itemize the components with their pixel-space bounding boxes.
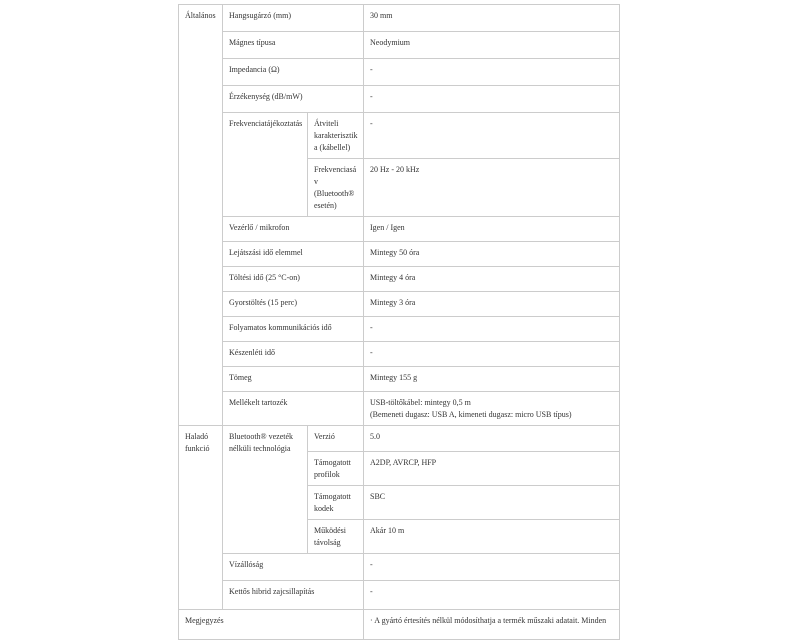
spec-sublabel: Támogatott kodek (308, 486, 364, 520)
spec-value: Igen / Igen (364, 217, 620, 242)
spec-value: A2DP, AVRCP, HFP (364, 452, 620, 486)
spec-value: - (364, 317, 620, 342)
table-row (179, 367, 620, 392)
spec-value: 20 Hz - 20 kHz (364, 159, 620, 217)
table-row (179, 242, 620, 267)
table-row (179, 217, 620, 242)
spec-label: Készenléti idő (223, 342, 364, 367)
table-row (179, 342, 620, 367)
spec-value: - (364, 113, 620, 159)
spec-sublabel: Verzió (308, 426, 364, 452)
table-row (179, 426, 620, 452)
table-row (179, 86, 620, 113)
spec-value: - (364, 554, 620, 581)
spec-label: Vezérlő / mikrofon (223, 217, 364, 242)
spec-value: Neodymium (364, 32, 620, 59)
table-row (179, 392, 620, 426)
spec-label: Tömeg (223, 367, 364, 392)
table-row (179, 292, 620, 317)
spec-value: - (364, 59, 620, 86)
spec-label: Töltési idő (25 °C-on) (223, 267, 364, 292)
spec-sublabel: Frekvenciasáv (Bluetooth® esetén) (308, 159, 364, 217)
spec-label: Folyamatos kommunikációs idő (223, 317, 364, 342)
note-text: · A gyártó értesítés nélkül módosíthatja a termék műszaki adatait. Minden (364, 610, 620, 640)
spec-label: Impedancia (Ω) (223, 59, 364, 86)
spec-label: Mellékelt tartozék (223, 392, 364, 426)
spec-value: - (364, 581, 620, 610)
spec-value: - (364, 342, 620, 367)
spec-label: Frekvenciatájékoztatás (223, 113, 308, 217)
section-label: Megjegyzés (179, 610, 364, 640)
table-row (179, 59, 620, 86)
spec-value: - (364, 86, 620, 113)
table-row (179, 32, 620, 59)
spec-value: Mintegy 155 g (364, 367, 620, 392)
table-row (179, 267, 620, 292)
spec-sublabel: Működési távolság (308, 520, 364, 554)
spec-label: Gyorstöltés (15 perc) (223, 292, 364, 317)
spec-value-line: USB-töltőkábel: mintegy 0,5 m (370, 398, 471, 407)
spec-value: 5.0 (364, 426, 620, 452)
spec-value: Mintegy 50 óra (364, 242, 620, 267)
spec-value: Mintegy 3 óra (364, 292, 620, 317)
spec-value-line: (Bemeneti dugasz: USB A, kimeneti dugasz: micro USB típus) (370, 410, 572, 419)
spec-value: Mintegy 4 óra (364, 267, 620, 292)
spec-value: 30 mm (364, 5, 620, 32)
table-row (179, 5, 620, 32)
spec-label: Bluetooth® vezeték nélküli technológia (223, 426, 308, 554)
spec-value: Akár 10 m (364, 520, 620, 554)
section-label: Általános (179, 5, 223, 426)
table-row (179, 554, 620, 581)
table-row (179, 581, 620, 610)
spec-label: Lejátszási idő elemmel (223, 242, 364, 267)
table-row (179, 317, 620, 342)
table-row (179, 610, 620, 640)
spec-sublabel: Átviteli karakterisztika (kábellel) (308, 113, 364, 159)
section-label: Haladó funkció (179, 426, 223, 610)
spec-label: Vízállóság (223, 554, 364, 581)
spec-sublabel: Támogatott profilok (308, 452, 364, 486)
spec-label: Mágnes típusa (223, 32, 364, 59)
spec-label: Hangsugárzó (mm) (223, 5, 364, 32)
spec-label: Kettős hibrid zajcsillapítás (223, 581, 364, 610)
spec-table (178, 4, 620, 640)
spec-value: SBC (364, 486, 620, 520)
spec-label: Érzékenység (dB/mW) (223, 86, 364, 113)
table-row (179, 113, 620, 159)
spec-value (364, 392, 620, 426)
